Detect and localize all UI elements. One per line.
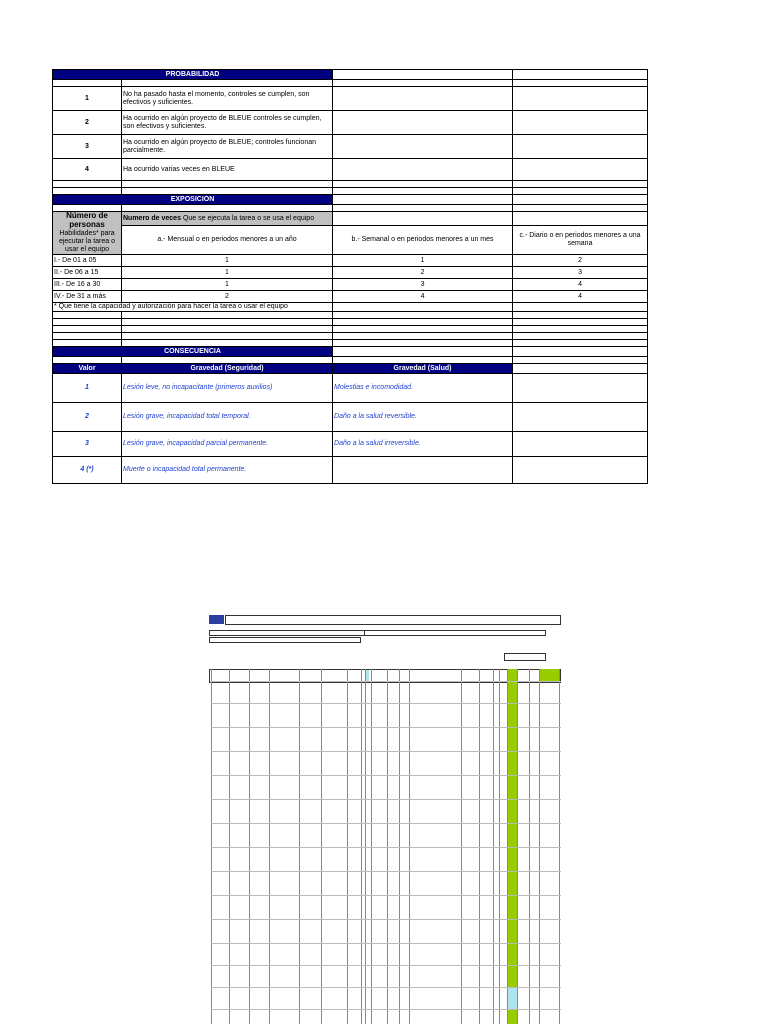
exposicion-row — [53, 267, 648, 279]
probabilidad-row — [53, 135, 648, 159]
veces-header-subtitle: Que se ejecuta la tarea o se usa el equipo — [182, 214, 315, 222]
thumbnail-grid-row — [211, 703, 561, 704]
probabilidad-text: Ha ocurrido en algún proyecto de BLEUE controles se cumplen, son efectivos y suficientes. — [122, 111, 333, 135]
exposicion-label: IV.- De 31 a más — [53, 291, 122, 303]
probabilidad-row — [53, 87, 648, 111]
probabilidad-value: 4 — [53, 159, 122, 181]
probabilidad-value: 2 — [53, 111, 122, 135]
consecuencia-valor: 1 — [53, 374, 122, 403]
thumbnail-grid-row — [211, 871, 561, 872]
exposicion-note: * Que tiene la capacidad y autorización para hacer la tarea o usar el equipo — [53, 303, 333, 312]
exposicion-c: 4 — [513, 279, 648, 291]
consecuencia-header: CONSECUENCIA — [53, 347, 333, 357]
thumbnail-field-bar — [364, 630, 546, 636]
exposicion-a: 1 — [122, 279, 333, 291]
thumbnail-grid-row — [211, 775, 561, 776]
seguridad-header: Gravedad (Seguridad) — [122, 364, 333, 374]
exposicion-b: 4 — [333, 291, 513, 303]
thumbnail-grid-row — [211, 727, 561, 728]
exposicion-a: 1 — [122, 255, 333, 267]
exposicion-row — [53, 279, 648, 291]
col-b-header: b.- Semanal o en periodos menores a un mes — [333, 226, 513, 255]
probabilidad-text: No ha pasado hasta el momento, controles se cumplen, son efectivos y suficientes. — [122, 87, 333, 111]
exposicion-c: 3 — [513, 267, 648, 279]
personas-header-subtitle: Habilidades* para ejecutar la tarea o usar el equipo — [58, 230, 116, 253]
consecuencia-valor: 3 — [53, 432, 122, 457]
personas-header — [53, 212, 122, 255]
consecuencia-row — [53, 457, 648, 484]
exposicion-a: 1 — [122, 267, 333, 279]
embedded-spreadsheet-thumbnail — [209, 615, 561, 1024]
col-a-header: a.- Mensual o en periodos menores a un año — [122, 226, 333, 255]
thumbnail-grid-row — [211, 987, 561, 988]
probabilidad-value: 1 — [53, 87, 122, 111]
thumbnail-legend-box — [504, 653, 546, 661]
exposicion-b: 2 — [333, 267, 513, 279]
consecuencia-salud: Molestias e incomodidad. — [333, 374, 513, 403]
thumbnail-grid-row — [211, 751, 561, 752]
thumbnail-title-bar — [225, 615, 561, 625]
col-c-header: c.- Diario o en periodos menores a una semana — [513, 226, 648, 255]
thumbnail-grid-row — [211, 847, 561, 848]
probabilidad-row — [53, 159, 648, 181]
probabilidad-row — [53, 111, 648, 135]
exposicion-a: 2 — [122, 291, 333, 303]
consecuencia-seguridad: Lesión grave, incapacidad parcial permanente. — [122, 432, 333, 457]
thumbnail-grid-row — [211, 799, 561, 800]
thumbnail-grid-row — [211, 919, 561, 920]
consecuencia-seguridad: Lesión leve, no incapacitante (primeros auxilios) — [122, 374, 333, 403]
probabilidad-header: PROBABILIDAD — [53, 70, 333, 80]
exposicion-label: II.- De 06 a 15 — [53, 267, 122, 279]
exposicion-row — [53, 291, 648, 303]
thumbnail-highlight — [507, 987, 517, 1009]
exposicion-row — [53, 255, 648, 267]
consecuencia-row — [53, 374, 648, 403]
probabilidad-value: 3 — [53, 135, 122, 159]
consecuencia-row — [53, 432, 648, 457]
valor-header: Valor — [53, 364, 122, 374]
exposicion-c: 4 — [513, 291, 648, 303]
company-logo-icon — [209, 615, 224, 624]
probabilidad-text: Ha ocurrido varias veces en BLEUE — [122, 159, 333, 181]
risk-criteria-table — [52, 69, 648, 484]
consecuencia-salud: Daño a la salud reversible. — [333, 403, 513, 432]
consecuencia-valor: 4 (*) — [53, 457, 122, 484]
veces-header — [122, 212, 333, 226]
consecuencia-seguridad: Muerte o incapacidad total permanente. — [122, 457, 333, 484]
exposicion-label: III.- De 16 a 30 — [53, 279, 122, 291]
consecuencia-salud: Daño a la salud irreversible. — [333, 432, 513, 457]
exposicion-header: EXPOSICIÓN — [53, 195, 333, 205]
veces-header-title: Numero de veces — [123, 214, 181, 222]
exposicion-c: 2 — [513, 255, 648, 267]
thumbnail-field-bar — [209, 637, 361, 643]
consecuencia-valor: 2 — [53, 403, 122, 432]
thumbnail-grid-row — [211, 681, 561, 682]
probabilidad-text: Ha ocurrido en algún proyecto de BLEUE; controles funcionan parcialmente. — [122, 135, 333, 159]
thumbnail-grid-row — [211, 1009, 561, 1010]
consecuencia-row — [53, 403, 648, 432]
exposicion-b: 3 — [333, 279, 513, 291]
thumbnail-grid-row — [211, 895, 561, 896]
personas-header-title: Número de personas — [66, 211, 108, 229]
thumbnail-grid-row — [211, 943, 561, 944]
exposicion-label: I.- De 01 a 05 — [53, 255, 122, 267]
consecuencia-salud — [333, 457, 513, 484]
salud-header: Gravedad (Salud) — [333, 364, 513, 374]
thumbnail-green-header — [539, 669, 559, 681]
thumbnail-grid-row — [211, 965, 561, 966]
exposicion-b: 1 — [333, 255, 513, 267]
thumbnail-grid-row — [211, 823, 561, 824]
consecuencia-seguridad: Lesión grave, incapacidad total temporal. — [122, 403, 333, 432]
